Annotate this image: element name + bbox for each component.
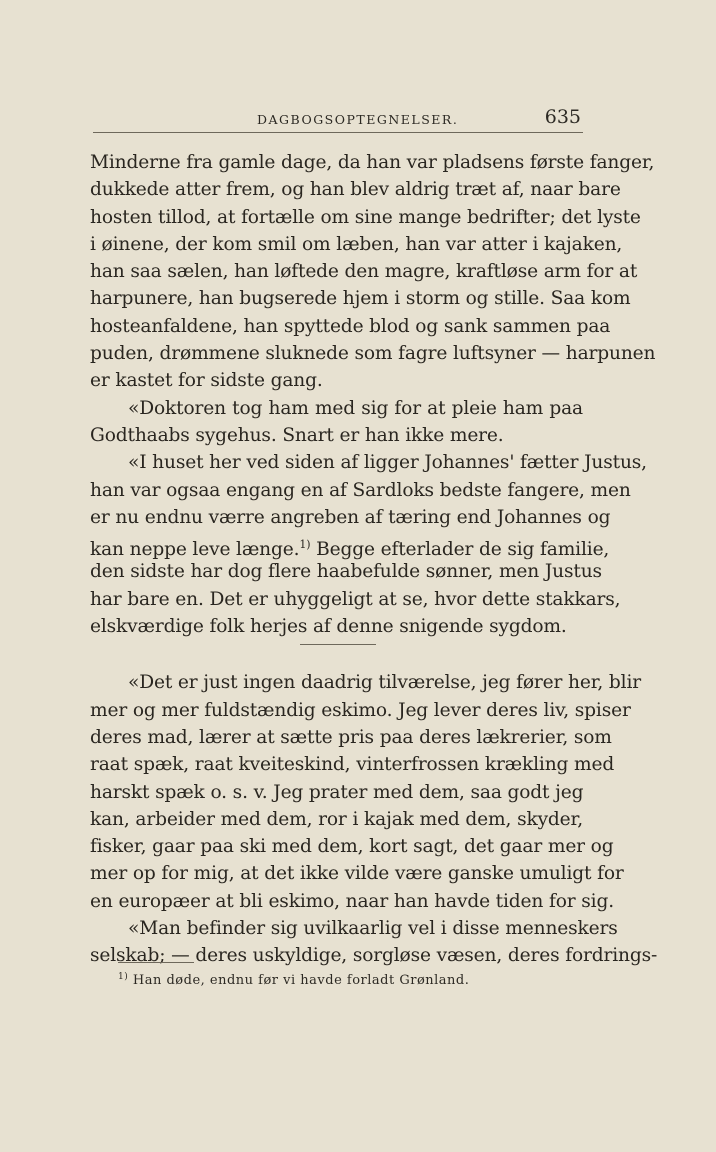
- text-line: «Man befinder sig uvilkaarlig vel i disse menneskers: [128, 918, 618, 940]
- text-fragment: kan neppe leve længe.: [90, 539, 300, 561]
- page-header: [93, 106, 583, 132]
- footnote-text: Han døde, endnu før vi havde forladt Grønland.: [128, 973, 470, 988]
- text-line: mer og mer fuldstændig eskimo. Jeg lever deres liv, spiser: [90, 699, 631, 721]
- text-line: mer op for mig, at det ikke vilde være ganske umuligt for: [90, 863, 624, 885]
- text-line-with-note: [90, 531, 610, 561]
- text-line: er nu endnu værre angreben af tæring end Johannes og: [90, 506, 611, 528]
- text-line: elskværdige folk herjes af denne snigende sygdom.: [90, 616, 567, 638]
- text-line: harskt spæk o. s. v. Jeg prater med dem, saa godt jeg: [90, 781, 584, 803]
- body-text: [90, 149, 658, 970]
- paragraph-3: [90, 449, 647, 640]
- text-line: selskab; — deres uskyldige, sorgløse væsen, deres fordrings-: [90, 945, 658, 967]
- text-line: en europæer at bli eskimo, naar han havde tiden for sig.: [90, 890, 614, 912]
- text-line: fisker, gaar paa ski med dem, kort sagt, det gaar mer og: [90, 836, 614, 858]
- text-line: harpunere, han bugserede hjem i storm og stille. Saa kom: [90, 288, 631, 310]
- text-line: han var ogsaa engang en af Sardloks bedste fangere, men: [90, 479, 631, 501]
- text-line: hosten tillod, at fortælle om sine mange bedrifter; det lyste: [90, 206, 641, 228]
- text-line: puden, drømmene sluknede som fagre luftsyner — harpunen: [90, 343, 656, 365]
- text-line: Godthaabs sygehus. Snart er han ikke mere.: [90, 424, 504, 446]
- footnote-mark: 1): [118, 972, 129, 982]
- section-break: [90, 640, 583, 669]
- text-line: «Det er just ingen daadrig tilværelse, jeg fører her, blir: [128, 672, 642, 694]
- text-line: «Doktoren tog ham med sig for at pleie ham paa: [128, 397, 583, 419]
- section-divider: [300, 644, 376, 645]
- paragraph-2: [90, 395, 583, 450]
- text-line: i øinene, der kom smil om læben, han var atter i kajaken,: [90, 233, 623, 255]
- text-line: dukkede atter frem, og han blev aldrig træt af, naar bare: [90, 179, 621, 201]
- paragraph-1: [90, 149, 656, 395]
- text-line: han saa sælen, han løftede den magre, kraftløse arm for at: [90, 261, 638, 283]
- footnote: [118, 972, 469, 988]
- text-line: «I huset her ved siden af ligger Johannes' fætter Justus,: [128, 452, 647, 474]
- header-rule: [93, 132, 583, 133]
- text-line: den sidste har dog flere haabefulde sønner, men Justus: [90, 561, 602, 583]
- footnote-reference: 1): [299, 538, 311, 552]
- running-head: DAGBOGSOPTEGNELSER.: [257, 112, 459, 127]
- text-line: hosteanfaldene, han spyttede blod og sank sammen paa: [90, 315, 611, 337]
- text-line: raat spæk, raat kveiteskind, vinterfrossen krækling med: [90, 754, 615, 776]
- text-line: deres mad, lærer at sætte pris paa deres lækrerier, som: [90, 726, 612, 748]
- text-line: Minderne fra gamle dage, da han var pladsens første fanger,: [90, 152, 655, 173]
- paragraph-4: [90, 669, 642, 915]
- text-line: har bare en. Det er uhyggeligt at se, hvor dette stakkars,: [90, 588, 621, 610]
- page-number: 635: [544, 106, 581, 128]
- footnote-rule: [118, 962, 194, 963]
- text-line: er kastet for sidste gang.: [90, 370, 323, 392]
- text-line: kan, arbeider med dem, ror i kajak med dem, skyder,: [90, 808, 583, 830]
- text-fragment: Begge efterlader de sig familie,: [310, 539, 610, 561]
